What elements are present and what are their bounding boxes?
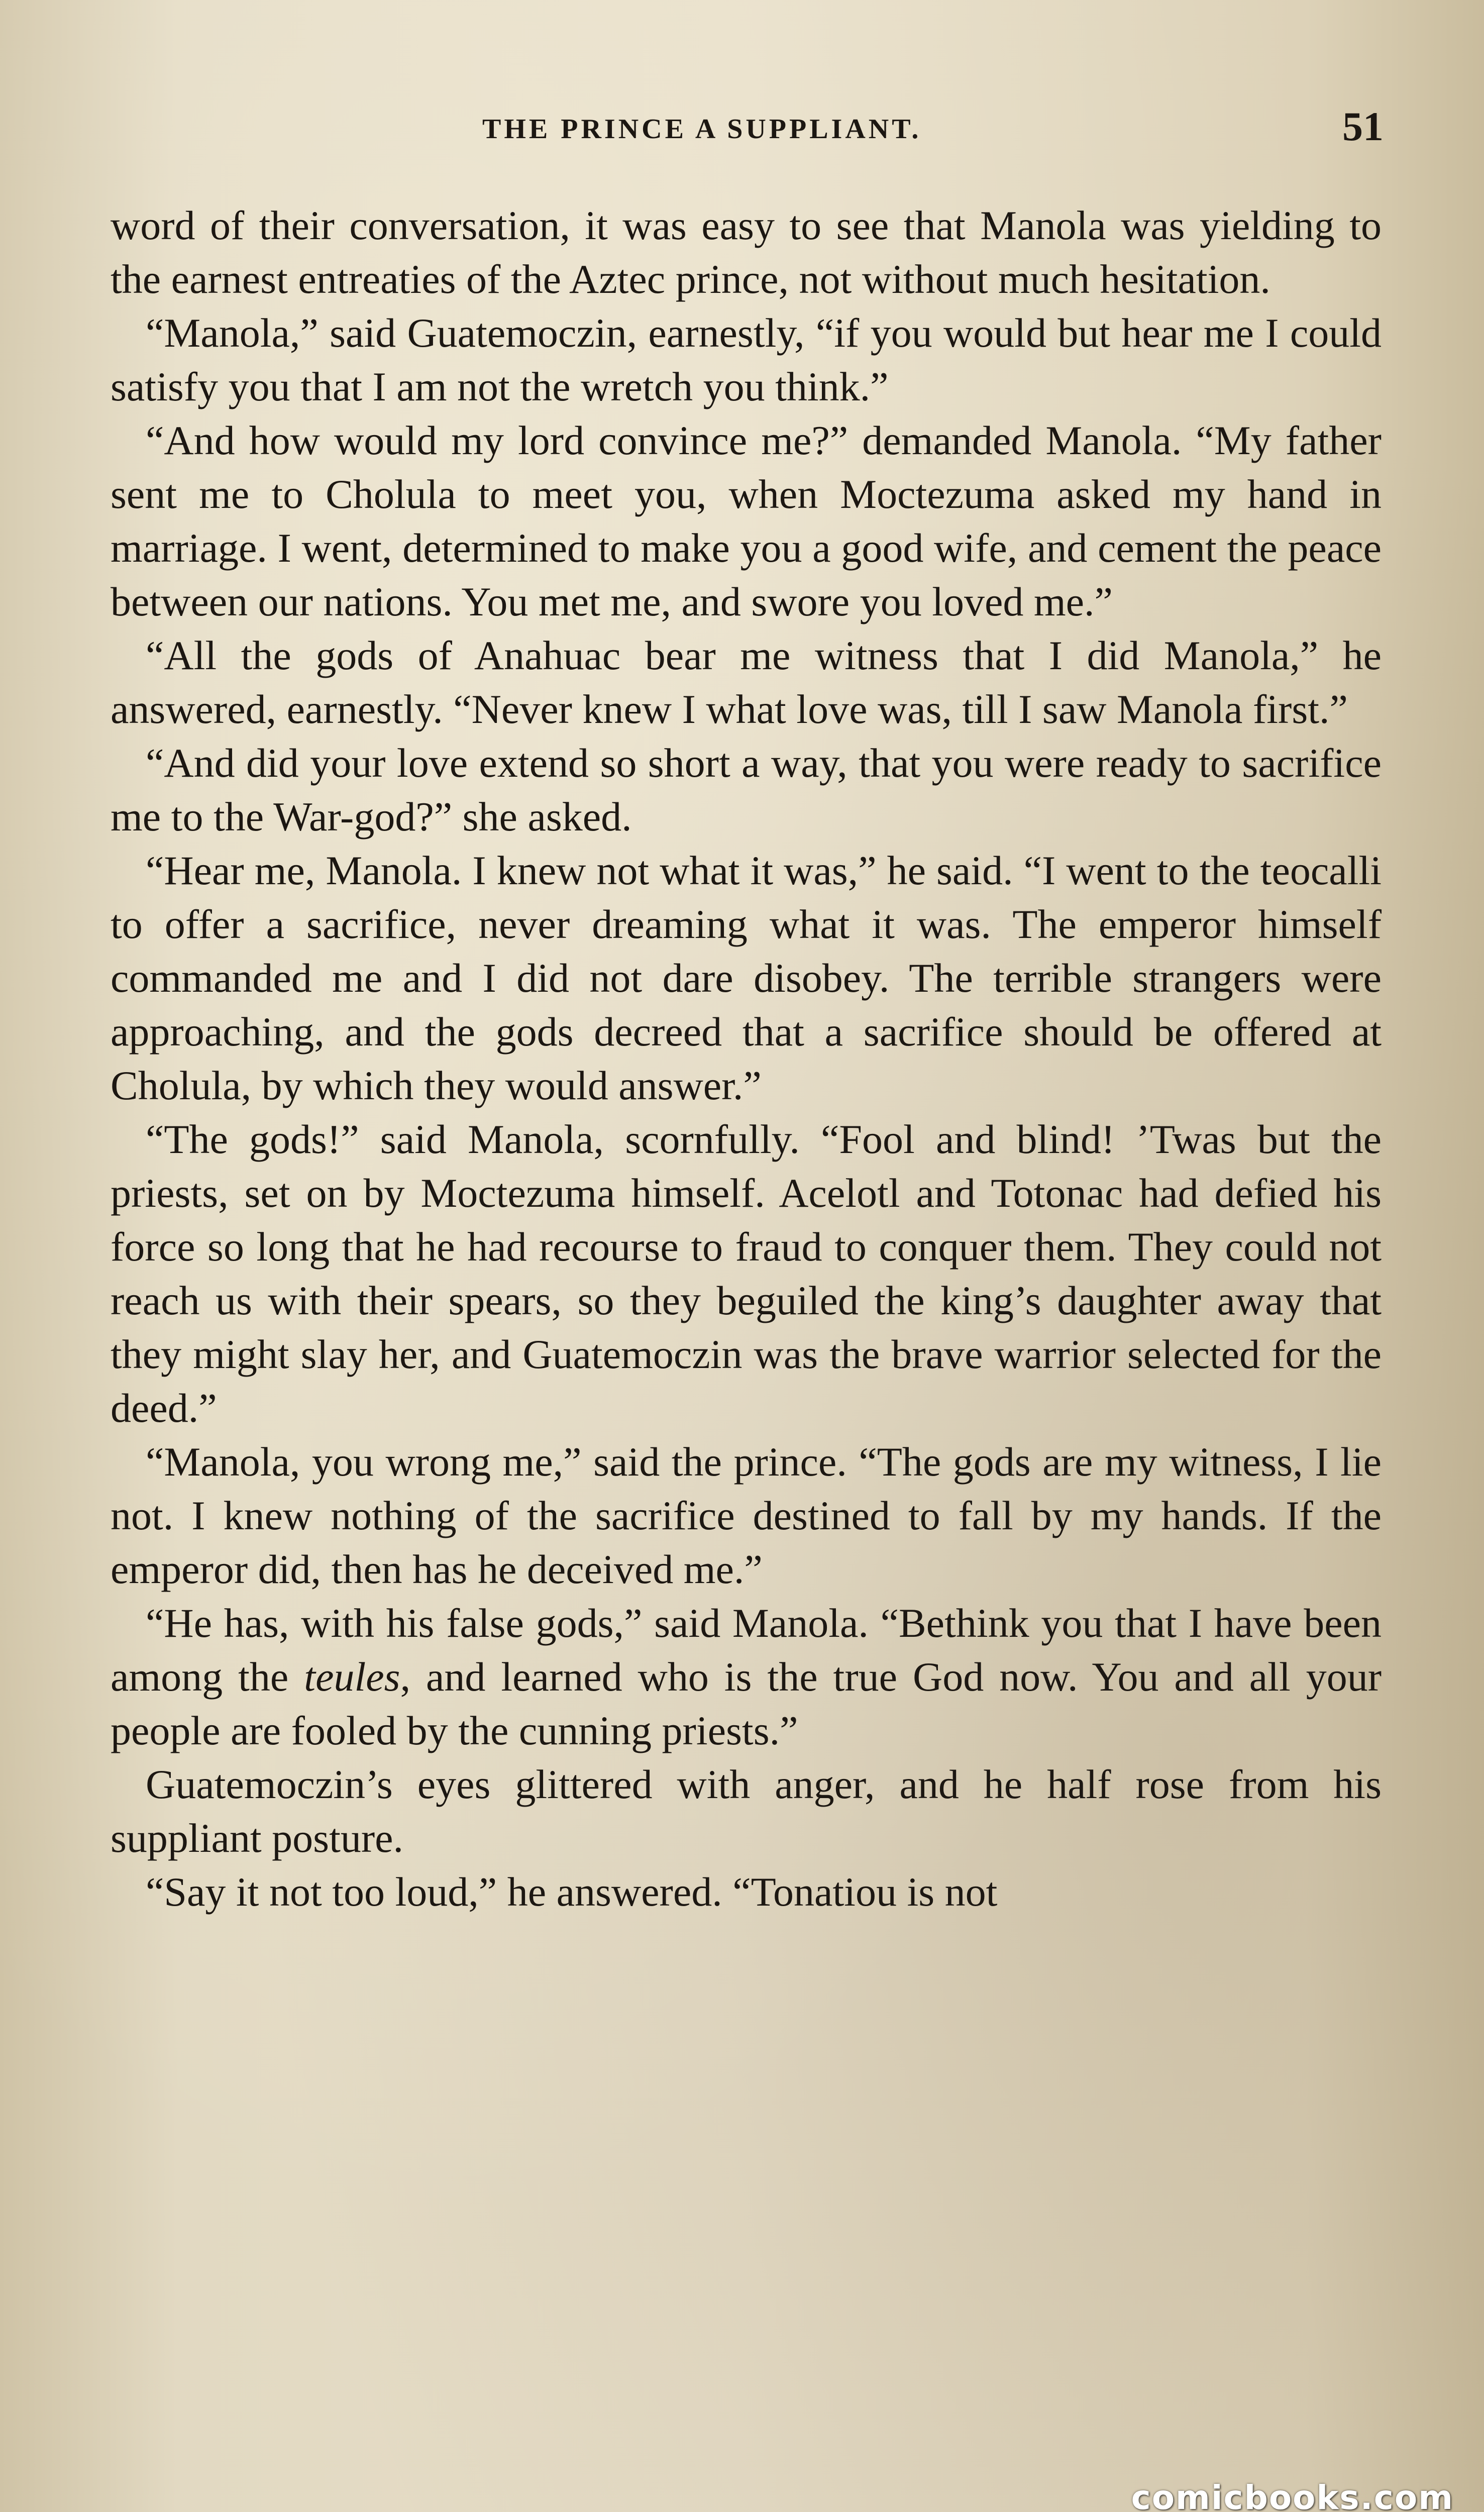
paragraph-text: “He has, with his false gods,” said Manola. “Bethink you that I have been among the (111, 1600, 1382, 1700)
paragraph (111, 306, 1382, 413)
paragraph (111, 844, 1382, 1112)
page-header (121, 103, 1384, 158)
paragraph-text: “The gods!” said Manola, scornfully. “Fool and blind! ’Twas but the priests, set on by Moctezuma himself. Acelotl and Totonac had defied his force so long that he had recourse to fraud to conquer them. They could not reach us with their spears, so they beguiled the king’s daughter away that they might slay her, and Guatemoczin was the brave warrior selected for the deed.” (111, 1116, 1382, 1431)
paragraph-text: “And did your love extend so short a way, that you were ready to sacrifice me to the War-god?” she asked. (111, 740, 1382, 840)
paragraph (111, 1865, 1382, 1919)
watermark: comicbooks.com (1131, 2478, 1454, 2512)
paragraph-text: “Manola,” said Guatemoczin, earnestly, “if you would but hear me I could satisfy you that I am not the wretch you think.” (111, 310, 1382, 409)
paragraph (111, 413, 1382, 629)
paragraph (111, 198, 1382, 306)
paragraph (111, 736, 1382, 844)
paragraph (111, 1435, 1382, 1596)
paragraph-text: “Manola, you wrong me,” said the prince. “The gods are my witness, I lie not. I knew nothing of the sacrifice destined to fall by my hands. If the emperor did, then has he deceived me.” (111, 1439, 1382, 1592)
running-head: THE PRINCE A SUPPLIANT. (482, 114, 922, 145)
paragraph-text: “And how would my lord convince me?” demanded Manola. “My father sent me to Cholula to meet you, when Moctezuma asked my hand in marriage. I went, determined to make you a good wife, and cement the peace between our nations. You met me, and swore you loved me.” (111, 417, 1382, 624)
paragraph-text: “All the gods of Anahuac bear me witness that I did Manola,” he answered, earnestly. “Never knew I what love was, till I saw Manola first.” (111, 633, 1382, 732)
paragraph (111, 1596, 1382, 1757)
paragraph (111, 629, 1382, 736)
paragraph-text: , and learned who is the true God now. You and all your people are fooled by the cunning priests.” (111, 1654, 1382, 1753)
italic-text: teules (304, 1654, 400, 1700)
body-text (111, 198, 1382, 1919)
paragraph-text: word of their conversation, it was easy to see that Manola was yielding to the earnest entreaties of the Aztec prince, not without much hesitation. (111, 202, 1382, 302)
paragraph (111, 1757, 1382, 1865)
page-number: 51 (1342, 103, 1384, 149)
paragraph-text: “Say it not too loud,” he answered. “Tonatiou is not (146, 1869, 998, 1915)
paragraph-text: “Hear me, Manola. I knew not what it was,” he said. “I went to the teocalli to offer a sacrifice, never dreaming what it was. The emperor himself commanded me and I did not dare disobey. The terrible strangers were approaching, and the gods decreed that a sacrifice should be offered at Cholula, by which they would answer.” (111, 848, 1382, 1108)
paragraph (111, 1112, 1382, 1435)
paragraph-text: Guatemoczin’s eyes glittered with anger, and he half rose from his suppliant posture. (111, 1761, 1382, 1861)
